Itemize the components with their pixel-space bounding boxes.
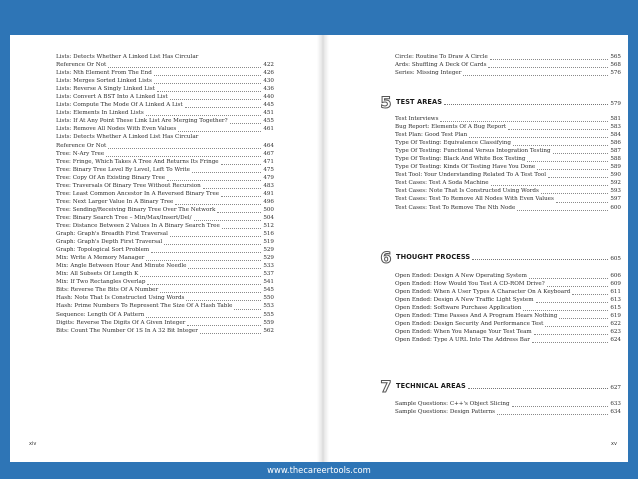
toc-entry-page: 430 xyxy=(263,78,274,85)
chapter-5-toc xyxy=(395,115,621,212)
toc-entry-page: 553 xyxy=(263,303,274,310)
leader-dots xyxy=(497,413,608,415)
toc-entry xyxy=(56,133,274,149)
toc-entry-title: Graph: Topological Sort Problem xyxy=(56,247,150,254)
leader-dots xyxy=(469,136,608,138)
leader-dots xyxy=(203,187,262,189)
toc-entry-page: 451 xyxy=(263,110,274,117)
toc-entry-title: Type Of Testing: Kinds Of Testing Have You Done xyxy=(395,164,536,171)
left-toc-list xyxy=(56,53,274,335)
footer-url: www.thecareertools.com xyxy=(267,465,371,475)
toc-entry xyxy=(395,408,621,416)
leader-dots xyxy=(221,163,262,165)
toc-entry xyxy=(395,131,621,139)
toc-entry xyxy=(395,115,621,123)
toc-entry-title: Mix: All Subsets Of Length K xyxy=(56,271,139,278)
toc-entry xyxy=(395,320,621,328)
toc-entry xyxy=(56,158,274,166)
toc-entry-page: 611 xyxy=(610,289,621,296)
toc-entry-title-continued: Reference Or Not xyxy=(56,142,107,149)
toc-entry-page: 590 xyxy=(610,172,621,179)
book-spread xyxy=(10,35,628,462)
toc-entry-page: 529 xyxy=(263,247,274,254)
chapter-number-6: 6 xyxy=(380,247,392,267)
toc-entry xyxy=(56,198,274,206)
leader-dots xyxy=(559,317,608,319)
toc-entry xyxy=(395,400,621,408)
leader-dots xyxy=(536,301,609,303)
leader-dots xyxy=(440,120,608,122)
toc-entry-title: Lists: Elements In Linked Lists xyxy=(56,110,144,117)
toc-entry-page: 545 xyxy=(263,287,274,294)
toc-entry xyxy=(395,171,621,179)
chapter-page-6: 605 xyxy=(610,256,621,262)
leader-dots xyxy=(491,184,609,186)
leader-dots xyxy=(463,74,608,76)
toc-entry-page: 633 xyxy=(610,401,621,407)
leader-dots xyxy=(553,152,609,154)
leader-dots xyxy=(221,195,261,197)
toc-entry xyxy=(395,147,621,155)
toc-entry-page: 516 xyxy=(263,231,274,238)
toc-entry xyxy=(56,230,274,238)
toc-entry-page: 592 xyxy=(610,180,621,187)
toc-entry-title: Tree: Next Larger Value In A Binary Tree xyxy=(56,198,174,205)
toc-entry xyxy=(56,222,274,230)
toc-entry-title: Graph: Graph's Breadth First Traversal xyxy=(56,231,168,238)
toc-entry-page: 583 xyxy=(610,124,621,131)
toc-entry xyxy=(56,93,274,101)
toc-entry xyxy=(56,311,274,319)
toc-entry-title: Tree: Traversals Of Binary Tree Without Recursion xyxy=(56,182,201,189)
leader-dots xyxy=(556,201,608,203)
toc-entry xyxy=(395,195,621,203)
toc-entry-page: 496 xyxy=(263,198,274,205)
leader-dots xyxy=(187,324,261,326)
toc-entry xyxy=(56,302,274,310)
toc-entry xyxy=(395,328,621,336)
toc-entry-title: Tree: Sending/Receiving Binary Tree Over The Network xyxy=(56,206,216,213)
leader-dots xyxy=(537,168,608,170)
toc-entry-title: Lists: Detects Whether A Linked List Has Circular xyxy=(56,134,199,141)
toc-entry-page: 464 xyxy=(263,142,274,149)
leader-dots xyxy=(151,251,261,253)
leader-dots xyxy=(490,58,608,60)
toc-entry-page: 622 xyxy=(610,321,621,328)
toc-entry-title: Open Ended: Software Purchase Application xyxy=(395,305,522,312)
toc-entry-page: 467 xyxy=(263,150,274,157)
toc-entry-title: Sequence: Length Of A Pattern xyxy=(56,311,145,318)
toc-entry xyxy=(56,85,274,93)
toc-entry-page: 436 xyxy=(263,86,274,93)
toc-entry-page: 562 xyxy=(263,327,274,334)
right-page-number: xv xyxy=(611,441,617,447)
leader-dots xyxy=(217,211,261,213)
toc-entry xyxy=(395,288,621,296)
toc-entry-title: Open Ended: Time Passes And A Program Hears Nothing xyxy=(395,313,558,320)
toc-entry-title-continued: Reference Or Not xyxy=(56,62,107,69)
toc-entry-title: Mix: Write A Memory Manager xyxy=(56,255,145,262)
chapter-6-toc xyxy=(395,272,621,344)
leader-dots xyxy=(140,275,261,277)
chapter-heading-7 xyxy=(379,378,621,394)
toc-entry-title: Open Ended: Design Security And Performance Test xyxy=(395,321,544,328)
toc-entry-page: 555 xyxy=(263,311,274,318)
toc-entry-title: Lists: Merges Sorted Linked Lists xyxy=(56,78,152,85)
toc-entry xyxy=(56,77,274,85)
toc-entry-title: Test Plan: Good Test Plan xyxy=(395,132,468,139)
leader-dots xyxy=(508,128,608,130)
toc-entry-page: 500 xyxy=(263,206,274,213)
toc-entry xyxy=(395,296,621,304)
toc-entry xyxy=(395,53,621,61)
leader-dots xyxy=(200,332,261,334)
toc-entry-title: Open Ended: When A User Types A Character On A Keyboard xyxy=(395,289,571,296)
toc-entry-title: Hash: Prime Numbers To Represent The Size Of A Hash Table xyxy=(56,303,233,310)
toc-entry xyxy=(56,53,274,69)
leader-dots xyxy=(108,66,261,68)
toc-entry-page: 588 xyxy=(610,156,621,163)
toc-entry-page: 586 xyxy=(610,140,621,147)
leader-dots xyxy=(517,209,608,211)
leader-dots xyxy=(541,192,608,194)
leader-dots xyxy=(472,258,608,260)
toc-entry xyxy=(56,109,274,117)
leader-dots xyxy=(572,293,608,295)
toc-entry-page: 615 xyxy=(610,305,621,312)
toc-entry xyxy=(56,262,274,270)
toc-entry-page: 483 xyxy=(263,182,274,189)
toc-entry-page: 587 xyxy=(610,148,621,155)
toc-entry-title: Mix: If Two Rectangles Overlap xyxy=(56,279,146,286)
leader-dots xyxy=(146,114,262,116)
leader-dots xyxy=(547,285,609,287)
toc-entry-title: Open Ended: Design A New Operating System xyxy=(395,273,527,279)
toc-entry-page: 559 xyxy=(263,319,274,326)
toc-entry-title: Circle: Routine To Draw A Circle xyxy=(395,54,488,60)
left-page xyxy=(10,35,317,462)
toc-entry-title: Tree: Distance Between 2 Values In A Binary Search Tree xyxy=(56,222,220,229)
right-top-toc xyxy=(395,53,621,77)
toc-entry-page: 606 xyxy=(610,273,621,279)
toc-entry xyxy=(395,187,621,195)
toc-entry xyxy=(56,214,274,222)
leader-dots xyxy=(108,147,261,149)
leader-dots xyxy=(146,259,261,261)
toc-entry-title: Test Interviews xyxy=(395,116,439,122)
toc-entry xyxy=(56,125,274,133)
toc-entry-title: Graph: Graph's Depth First Traversal xyxy=(56,239,163,246)
chapter-number-7: 7 xyxy=(380,376,392,396)
leader-dots xyxy=(488,66,608,68)
leader-dots xyxy=(230,122,262,124)
toc-entry-title: Mix: Angle Between Hour And Minute Needle xyxy=(56,263,187,270)
toc-entry xyxy=(395,61,621,69)
toc-entry-title: Tree: Binary Search Tree – Min/Max/Insert/Del/ xyxy=(56,214,192,221)
leader-dots xyxy=(160,291,261,293)
chapter-heading-5 xyxy=(379,94,621,110)
toc-entry-title: Open Ended: How Would You Test A CD-ROM Drive? xyxy=(395,281,545,288)
toc-entry xyxy=(395,123,621,131)
leader-dots xyxy=(147,283,261,285)
leader-dots xyxy=(222,227,262,229)
toc-entry-title: Hash: Note That Is Constructed Using Words xyxy=(56,295,185,302)
toc-entry-page: 613 xyxy=(610,297,621,304)
toc-entry xyxy=(395,204,621,212)
toc-entry-title: Test Cases: Note That Is Constructed Using Words xyxy=(395,188,539,195)
toc-entry xyxy=(395,155,621,163)
toc-entry-title: Tree: Copy Of An Existing Binary Tree xyxy=(56,174,166,181)
toc-entry xyxy=(56,182,274,190)
toc-entry-title: Type Of Testing: Black And White Box Testing xyxy=(395,156,526,163)
toc-entry-title: Lists: If At Any Point These Link List Are Merging Together? xyxy=(56,118,228,125)
toc-entry-page: 584 xyxy=(610,132,621,139)
toc-entry xyxy=(56,286,274,294)
toc-entry xyxy=(56,166,274,174)
chapter-title-6: THOUGHT PROCESS xyxy=(396,253,471,261)
toc-entry-page: 565 xyxy=(610,54,621,60)
leader-dots xyxy=(234,308,261,310)
toc-entry xyxy=(56,174,274,182)
leader-dots xyxy=(512,405,609,407)
toc-entry-page: 589 xyxy=(610,164,621,171)
toc-entry-title: Open Ended: When You Manage Your Test Team xyxy=(395,329,532,336)
toc-entry-page: 475 xyxy=(263,166,274,173)
chapter-title-5: TEST AREAS xyxy=(396,98,443,106)
toc-entry-title: Lists: Nth Element From The End xyxy=(56,70,152,77)
toc-entry-title: Bits: Reverse The Bits Of A Number xyxy=(56,287,159,294)
leader-dots xyxy=(185,106,262,108)
toc-entry-title: Tree: N-Ary Tree xyxy=(56,150,105,157)
leader-dots xyxy=(170,98,262,100)
toc-entry-title: Open Ended: Design A New Traffic Light System xyxy=(395,297,534,304)
toc-entry-title: Lists: Remove All Nodes With Even Values xyxy=(56,126,177,133)
toc-entry-page: 576 xyxy=(610,70,621,77)
leader-dots xyxy=(157,90,261,92)
leader-dots xyxy=(545,325,608,327)
toc-entry xyxy=(56,150,274,158)
leader-dots xyxy=(164,243,261,245)
toc-entry-title: Ards: Shuffling A Deck Of Cards xyxy=(395,62,487,69)
toc-entry xyxy=(395,272,621,280)
toc-entry-page: 624 xyxy=(610,337,621,344)
toc-entry-page: 461 xyxy=(263,126,274,133)
chapter-heading-6 xyxy=(379,249,621,265)
leader-dots xyxy=(529,277,608,279)
toc-entry xyxy=(56,246,274,254)
toc-entry xyxy=(395,139,621,147)
toc-entry-title: Tree: Least Common Ancestor In A Reversed Binary Tree xyxy=(56,190,220,197)
toc-entry-page: 504 xyxy=(263,214,274,221)
toc-entry-title: Test Cases: Test A Soda Machine xyxy=(395,180,489,187)
toc-entry-title: Tree: Fringe, Which Takes A Tree And Returns Its Fringe xyxy=(56,158,219,165)
toc-entry-title: Sample Questions: C++'s Object Slicing xyxy=(395,401,510,407)
leader-dots xyxy=(513,144,608,146)
leader-dots xyxy=(444,103,608,105)
leader-dots xyxy=(532,341,608,343)
toc-entry-page: 512 xyxy=(263,222,274,229)
toc-entry xyxy=(56,254,274,262)
toc-entry-page: 422 xyxy=(263,62,274,69)
toc-entry xyxy=(395,304,621,312)
left-page-number: xiv xyxy=(29,441,37,447)
chapter-page-7: 627 xyxy=(610,385,621,391)
leader-dots xyxy=(154,82,261,84)
toc-entry-page: 479 xyxy=(263,174,274,181)
toc-entry-page: 491 xyxy=(263,190,274,197)
leader-dots xyxy=(523,309,608,311)
toc-entry-page: 519 xyxy=(263,239,274,246)
leader-dots xyxy=(167,179,261,181)
chapter-7-toc xyxy=(395,400,621,416)
chapter-page-5: 579 xyxy=(610,101,621,107)
toc-entry-page: 537 xyxy=(263,271,274,278)
toc-entry-page: 568 xyxy=(610,62,621,69)
toc-entry-page: 471 xyxy=(263,158,274,165)
leader-dots xyxy=(154,74,262,76)
toc-entry xyxy=(56,278,274,286)
leader-dots xyxy=(527,160,608,162)
leader-dots xyxy=(146,316,261,318)
toc-entry-page: 440 xyxy=(263,94,274,101)
toc-entry xyxy=(395,179,621,187)
chapter-number-5: 5 xyxy=(380,92,392,112)
toc-entry-page: 455 xyxy=(263,118,274,125)
leader-dots xyxy=(534,333,609,335)
toc-entry-title: Lists: Reverse A Singly Linked List xyxy=(56,86,155,93)
toc-entry xyxy=(395,69,621,77)
toc-entry xyxy=(56,69,274,77)
toc-entry-page: 445 xyxy=(263,102,274,109)
toc-entry-page: 529 xyxy=(263,255,274,262)
toc-entry-page: 593 xyxy=(610,188,621,195)
leader-dots xyxy=(194,219,262,221)
leader-dots xyxy=(186,299,261,301)
toc-entry xyxy=(395,312,621,320)
toc-entry xyxy=(56,270,274,278)
toc-entry xyxy=(395,336,621,344)
right-page xyxy=(329,35,628,462)
toc-entry xyxy=(56,190,274,198)
toc-entry-title: Digits: Reverse The Digits Of A Given Integer xyxy=(56,319,186,326)
toc-entry xyxy=(56,327,274,335)
toc-entry-title: Lists: Convert A BST Into A Linked List xyxy=(56,94,168,101)
leader-dots xyxy=(548,176,608,178)
slide-top-band xyxy=(0,0,638,35)
leader-dots xyxy=(188,267,261,269)
toc-entry xyxy=(56,117,274,125)
toc-entry-title: Test Cases: Test To Remove All Nodes With Even Values xyxy=(395,196,554,203)
toc-entry xyxy=(56,101,274,109)
toc-entry-title: Type Of Testing: Functional Versus Integration Testing xyxy=(395,148,551,155)
toc-entry xyxy=(56,206,274,214)
toc-entry-title: Open Ended: Type A URL Into The Address Bar xyxy=(395,337,530,344)
toc-entry-page: 609 xyxy=(610,281,621,288)
toc-entry-title: Lists: Detects Whether A Linked List Has Circular xyxy=(56,54,199,60)
toc-entry-title: Test Tool: Your Understanding Related To A Test Tool xyxy=(395,172,547,179)
toc-entry-page: 597 xyxy=(610,196,621,203)
leader-dots xyxy=(192,171,261,173)
toc-entry-page: 541 xyxy=(263,279,274,286)
toc-entry-title: Test Cases: Test To Remove The Nth Node xyxy=(395,204,516,211)
toc-entry-title: Series: Missing Integer xyxy=(395,70,462,77)
toc-entry xyxy=(395,163,621,171)
toc-entry-page: 600 xyxy=(610,204,621,211)
toc-entry-title: Bits: Count The Number Of 1S In A 32 Bit Integer xyxy=(56,327,198,334)
toc-entry-page: 634 xyxy=(610,409,621,416)
toc-entry-title: Bug Report: Elements Of A Bug Report xyxy=(395,124,507,131)
toc-entry-page: 550 xyxy=(263,295,274,302)
toc-entry xyxy=(56,294,274,302)
toc-entry xyxy=(395,280,621,288)
toc-entry-page: 533 xyxy=(263,263,274,270)
leader-dots xyxy=(178,130,261,132)
chapter-title-7: TECHNICAL AREAS xyxy=(396,382,466,390)
book-gutter xyxy=(317,35,329,462)
leader-dots xyxy=(106,155,261,157)
leader-dots xyxy=(468,387,609,389)
toc-entry-page: 619 xyxy=(610,313,621,320)
leader-dots xyxy=(175,203,261,205)
leader-dots xyxy=(170,235,261,237)
toc-entry-page: 581 xyxy=(610,116,621,122)
toc-entry-page: 623 xyxy=(610,329,621,336)
toc-entry-title: Lists: Compute The Mode Of A Linked A List xyxy=(56,102,183,109)
toc-entry xyxy=(56,319,274,327)
toc-entry-title: Tree: Binary Tree Level By Level, Left To Write xyxy=(56,166,190,173)
toc-entry-title: Type Of Testing: Equivalence Classifying xyxy=(395,140,511,147)
toc-entry-page: 426 xyxy=(263,70,274,77)
toc-entry-title: Sample Questions: Design Patterns xyxy=(395,409,496,416)
toc-entry xyxy=(56,238,274,246)
